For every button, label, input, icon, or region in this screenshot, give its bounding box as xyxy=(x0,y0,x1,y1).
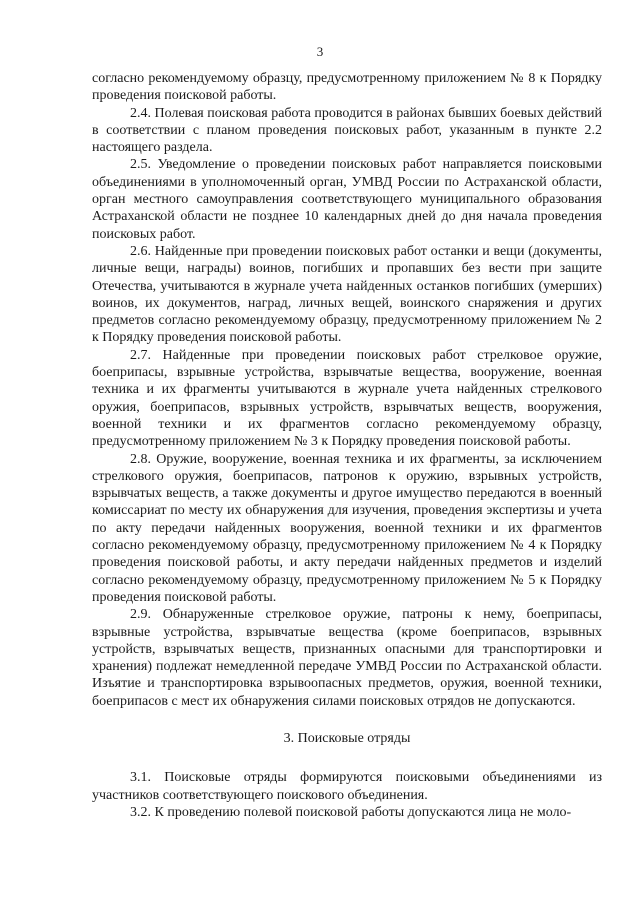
paragraph-2-5: 2.5. Уведомление о проведении поисковых работ направляется поисковыми объединениями в уполномоченный орган, УМВД России по Астраханской области, орган местного самоуправления соответствующего муниципального образования Астраханской области не позднее 10 календарных дней до дня начала проведения поисковых работ. xyxy=(92,157,602,242)
paragraph-2-7: 2.7. Найденные при проведении поисковых работ стрелковое оружие, боеприпасы, взрывные устройства, взрывчатые вещества, вооружение, военная техника и их фрагменты учитываются в журнале учета найденных стрелкового оружия, боеприпасов, взрывных устройств, взрывчатых веществ, вооружения, военной техники и их фрагментов согласно рекомендуемому образцу, предусмотренному приложением № 3 к Порядку проведения поисковой работы. xyxy=(92,347,602,450)
section-title: 3. Поисковые отряды xyxy=(283,730,411,746)
paragraph-3-1: 3.1. Поисковые отряды формируются поисковыми объединениями из участников соответствующего поискового объединения. xyxy=(92,770,602,803)
paragraph-continuation: согласно рекомендуемому образцу, предусмотренному приложением № 8 к Порядку проведения поисковой работы. xyxy=(92,71,602,104)
paragraph-2-6: 2.6. Найденные при проведении поисковых работ останки и вещи (документы, личные вещи, награды) воинов, погибших и пропавших без вести при защите Отечества, учитываются в журнале учета найденных останков погибших (умерших) воинов, их документов, наград, личных вещей, воинского снаряжения и других предметов согласно рекомендуемому образцу, предусмотренному приложением № 2 к Порядку проведения поисковой работы. xyxy=(92,243,602,346)
document-body xyxy=(92,70,602,821)
paragraph-2-8: 2.8. Оружие, вооружение, военная техника и их фрагменты, за исключением стрелкового оружия, боеприпасов, патронов к оружию, взрывных устройств, взрывчатых веществ, а также документы и другое имущество передаются в военный комиссариат по месту их обнаружения для изучения, проведения экспертизы и учета по акту передачи найденных вооружения, военной техники и их фрагментов согласно рекомендуемому образцу, предусмотренному приложением № 4 к Порядку проведения поисковой работы, и акту передачи найденных предметов и изделий согласно рекомендуемому образцу, предусмотренному приложением № 5 к Порядку проведения поисковой работы. xyxy=(92,451,602,605)
paragraph-2-9: 2.9. Обнаруженные стрелковое оружие, патроны к нему, боеприпасы, взрывные устройства, взрывчатые вещества (кроме боеприпасов, взрывных устройств, взрывчатых веществ, признанных опасными для транспортировки и хранения) подлежат немедленной передаче УМВД России по Астраханской области. Изъятие и транспортировка взрывоопасных предметов, оружия, военной техники, боеприпасов с мест их обнаружения силами поисковых отрядов не допускаются. xyxy=(92,607,602,709)
paragraph-2-4: 2.4. Полевая поисковая работа проводится в районах бывших боевых действий в соответствии с планом проведения поисковых работ, указанным в пункте 2.2 настоящего раздела. xyxy=(92,105,602,156)
paragraph-3-2: 3.2. К проведению полевой поисковой работы допускаются лица не моло- xyxy=(130,804,572,820)
page-number: 3 xyxy=(316,44,324,59)
